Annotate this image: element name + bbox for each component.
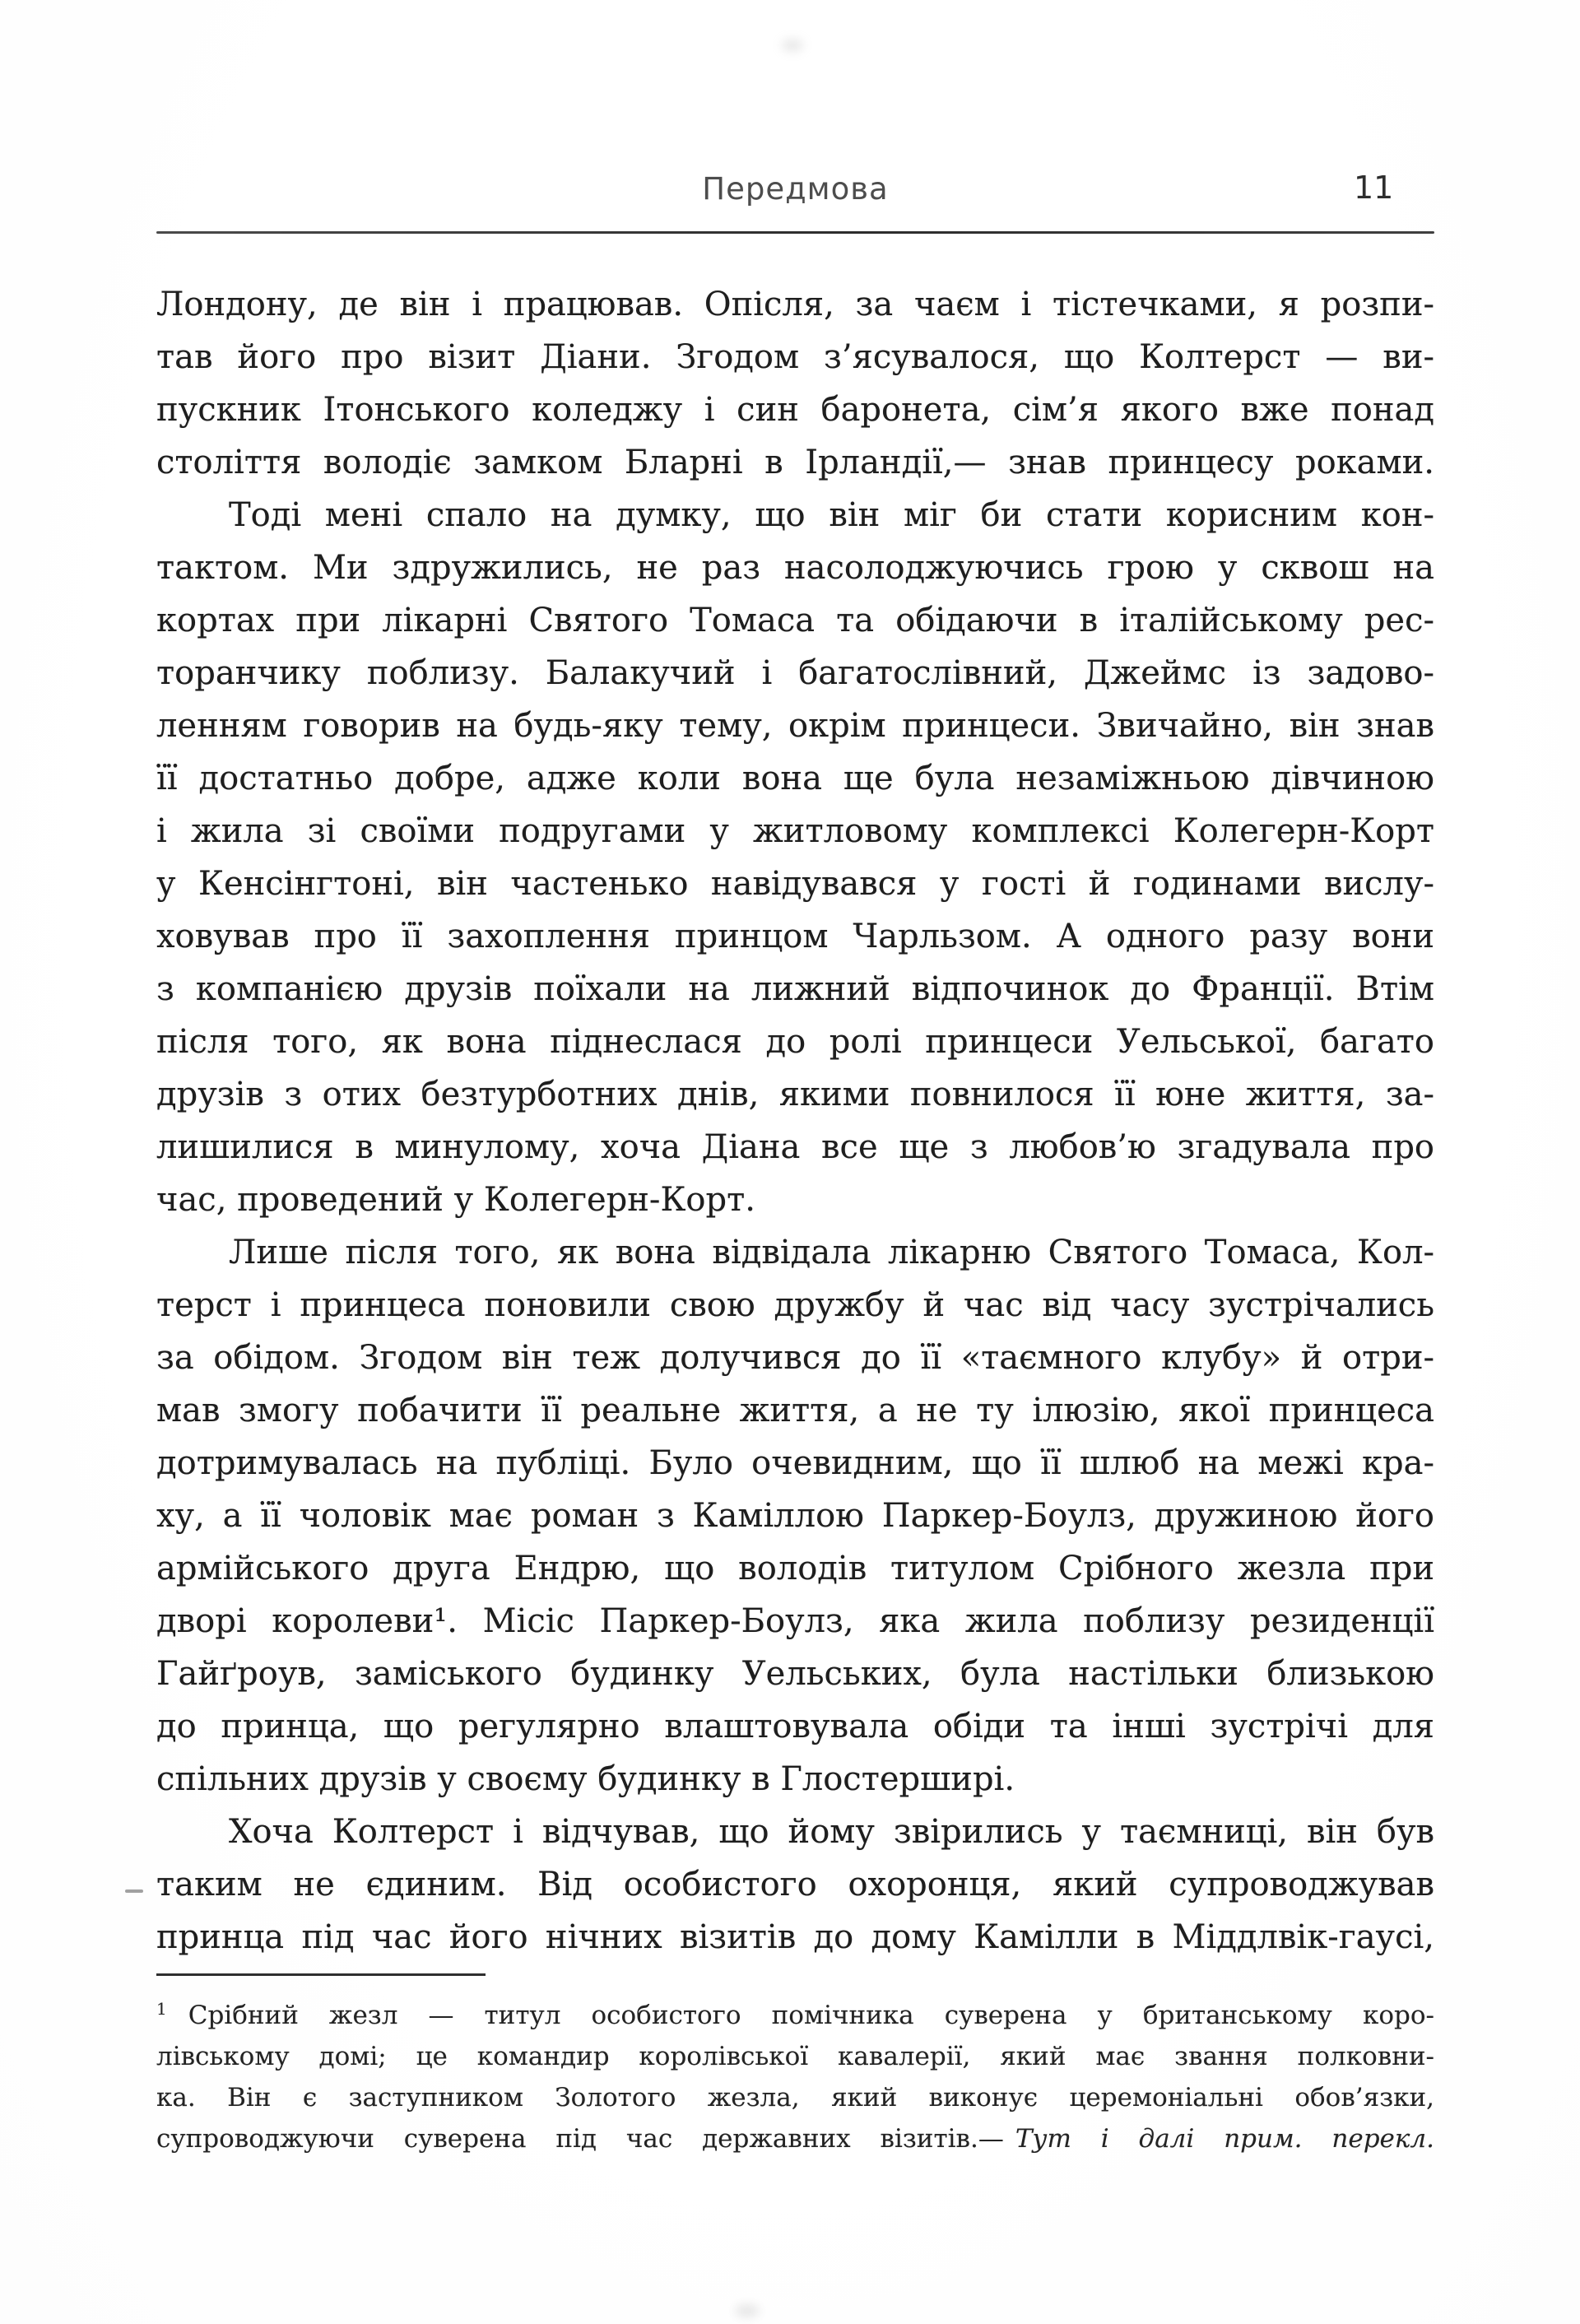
text-line: торанчику поблизу. Балакучий і багатослівний, Джеймс із задово- bbox=[156, 654, 1434, 692]
footnote-text: супроводжуючи суверена під час державних візитів.— bbox=[156, 2124, 1004, 2154]
text-line: після того, як вона піднеслася до ролі принцеси Уельської, багато bbox=[156, 1023, 1434, 1061]
header-rule bbox=[156, 231, 1434, 234]
page-number: 11 bbox=[1354, 170, 1394, 206]
text-line: ховував про її захоплення принцом Чарльзом. А одного разу вони bbox=[156, 918, 1434, 955]
text-line: з компанією друзів поїхали на лижний відпочинок до Франції. Втім bbox=[156, 970, 1434, 1008]
body-text bbox=[156, 278, 1434, 1964]
text-line: армійського друга Ендрю, що володів титулом Срібного жезла при bbox=[156, 1550, 1434, 1587]
scan-artifact-dash bbox=[125, 1889, 143, 1893]
text-line: час, проведений у Колегерн-Корт. bbox=[156, 1181, 755, 1219]
paragraph bbox=[156, 489, 1434, 1226]
text-line: таким не єдиним. Від особистого охоронця, який супроводжував bbox=[156, 1866, 1434, 1903]
text-line: принца під час його нічних візитів до дому Камілли в Міддлвік-гаусі, bbox=[156, 1918, 1434, 1956]
text-line: у Кенсінгтоні, він частенько навідувався у гості й годинами вислу- bbox=[156, 865, 1434, 903]
footnote-line: лівському домі; це командир королівської кавалерії, який має звання полковни- bbox=[156, 2042, 1434, 2071]
text-line: тав його про візит Діани. Згодом з’ясувалося, що Колтерст — ви- bbox=[156, 338, 1434, 376]
footnote-rule bbox=[156, 1973, 486, 1976]
text-line: століття володіє замком Бларні в Ірландії,— знав принцесу роками. bbox=[156, 444, 1434, 481]
text-line: спільних друзів у своєму будинку в Глостерширі. bbox=[156, 1760, 1015, 1798]
footnote-text: Срібний жезл — титул особистого помічника суверена у британському коро- bbox=[188, 2001, 1434, 2030]
footnote-line bbox=[156, 2118, 1434, 2159]
footnote-line: ка. Він є заступником Золотого жезла, який виконує церемоніальні обов’язки, bbox=[156, 2083, 1434, 2113]
text-line: кортах при лікарні Святого Томаса та обідаючи в італійському рес- bbox=[156, 602, 1434, 639]
chapter-title: Передмова bbox=[702, 171, 889, 207]
text-line: Лише після того, як вона відвідала лікарню Святого Томаса, Кол- bbox=[229, 1234, 1434, 1271]
text-line: і жила зі своїми подругами у житловому комплексі Колегерн-Корт bbox=[156, 812, 1434, 850]
paragraph bbox=[156, 1226, 1434, 1806]
paragraph-continuation bbox=[156, 278, 1434, 489]
text-line: терст і принцеса поновили свою дружбу й час від часу зустрічались bbox=[156, 1286, 1434, 1324]
text-line: тактом. Ми здружились, не раз насолоджуючись грою у сквош на bbox=[156, 549, 1434, 587]
footnote-marker: 1 bbox=[156, 1998, 167, 2019]
text-line: мав змогу побачити її реальне життя, а не ту ілюзію, якої принцеса bbox=[156, 1392, 1434, 1429]
text-line: друзів з отих безтурботних днів, якими повнилося її юне життя, за- bbox=[156, 1076, 1434, 1113]
text-line: її достатньо добре, адже коли вона ще була незаміжньою дівчиною bbox=[156, 760, 1434, 797]
text-line: ху, а її чоловік має роман з Каміллою Паркер-Боулз, дружиною його bbox=[156, 1497, 1434, 1535]
footnote-translator-note: Тут і далі прим. перекл. bbox=[1015, 2124, 1435, 2154]
text-line: Тоді мені спало на думку, що він міг би стати корисним кон- bbox=[229, 496, 1434, 534]
text-line: Гайґроув, заміського будинку Уельських, була настільки близькою bbox=[156, 1655, 1434, 1693]
scan-smudge-bottom bbox=[735, 2304, 760, 2317]
text-line: до принца, що регулярно влаштовувала обіди та інші зустрічі для bbox=[156, 1708, 1434, 1745]
footnote bbox=[156, 1995, 1434, 2159]
text-line: за обідом. Згодом він теж долучився до її «таємного клубу» й отри- bbox=[156, 1339, 1434, 1377]
text-line: дворі королеви¹. Місіс Паркер-Боулз, яка жила поблизу резиденції bbox=[156, 1602, 1434, 1640]
text-line: Хоча Колтерст і відчував, що йому звірились у таємниці, він був bbox=[229, 1813, 1434, 1851]
text-line: дотримувалась на публіці. Було очевидним, що її шлюб на межі кра- bbox=[156, 1444, 1434, 1482]
text-line: ленням говорив на будь-яку тему, окрім принцеси. Звичайно, він знав bbox=[156, 707, 1434, 745]
text-line: Лондону, де він і працював. Опісля, за чаєм і тістечками, я розпи- bbox=[156, 286, 1434, 323]
text-line: пускник Ітонського коледжу і син баронета, сім’я якого вже понад bbox=[156, 391, 1434, 429]
footnote-line bbox=[156, 1995, 1434, 2036]
paragraph bbox=[156, 1806, 1434, 1964]
text-line: лишилися в минулому, хоча Діана все ще з любов’ю згадувала про bbox=[156, 1128, 1434, 1166]
scan-smudge-top bbox=[782, 40, 803, 51]
